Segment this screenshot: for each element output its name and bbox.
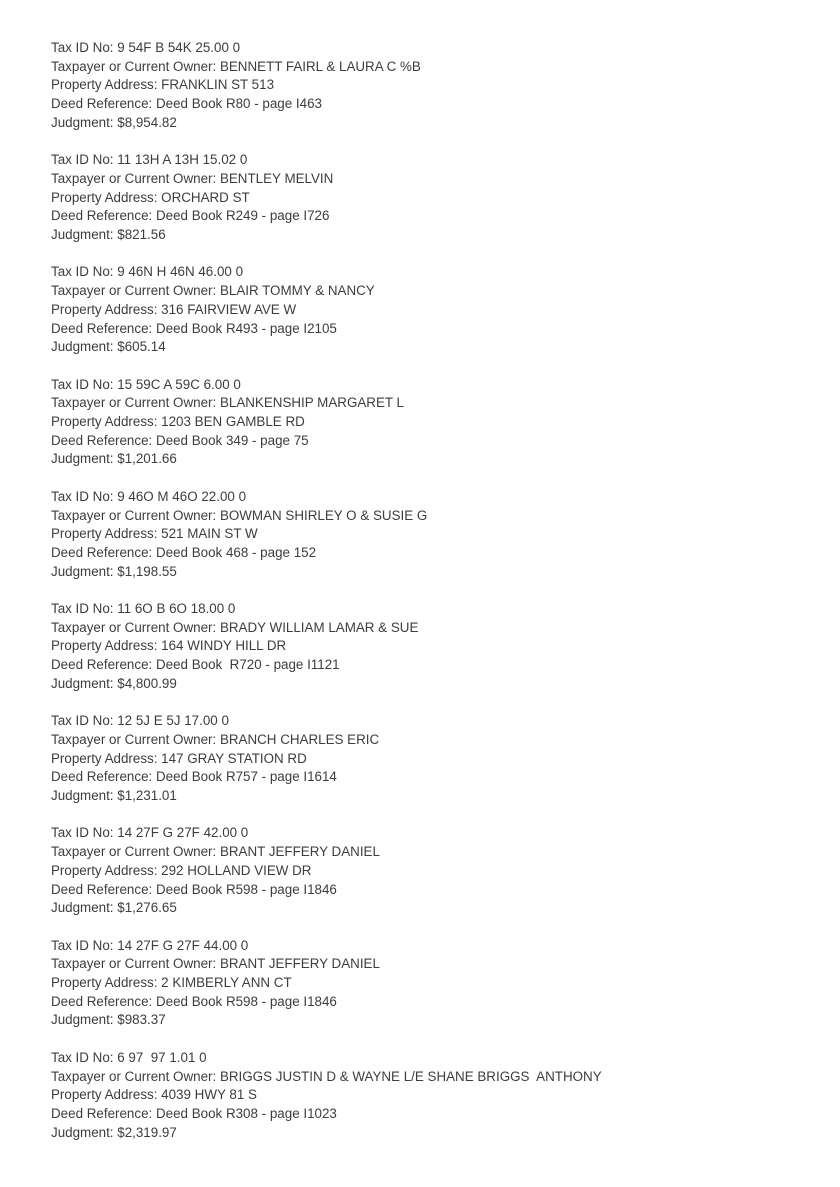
owner-value: BOWMAN SHIRLEY O & SUSIE G: [219, 507, 428, 523]
deed-reference-line: [51, 95, 800, 114]
judgment-value: $1,201.66: [117, 451, 177, 467]
tax-record: [51, 1049, 800, 1143]
judgment-line: [51, 899, 800, 918]
property-address-line: [51, 974, 800, 993]
property-address-value: 1203 BEN GAMBLE RD: [161, 414, 305, 430]
tax-id-value: 6 97 97 1.01 0: [117, 1049, 207, 1065]
owner-label: Taxpayer or Current Owner:: [51, 507, 220, 523]
property-address-line: [51, 413, 800, 432]
judgment-line: [51, 787, 800, 806]
tax-record: [51, 376, 800, 470]
property-address-line: [51, 750, 800, 769]
property-address-line: [51, 525, 800, 544]
owner-value: BRADY WILLIAM LAMAR & SUE: [219, 619, 419, 635]
owner-value: BLANKENSHIP MARGARET L: [219, 395, 404, 411]
owner-label: Taxpayer or Current Owner:: [51, 619, 220, 635]
tax-id-line: [51, 712, 800, 731]
tax-id-line: [51, 824, 800, 843]
tax-id-label: Tax ID No:: [51, 376, 118, 392]
deed-reference-line: [51, 432, 800, 451]
tax-id-label: Tax ID No:: [51, 488, 118, 504]
owner-line: [51, 394, 800, 413]
owner-line: [51, 170, 800, 189]
owner-line: [51, 731, 800, 750]
deed-reference-label: Deed Reference:: [51, 881, 156, 897]
judgment-label: Judgment:: [51, 227, 118, 243]
judgment-line: [51, 226, 800, 245]
deed-reference-value: Deed Book R308 - page I1023: [155, 1105, 337, 1121]
tax-id-value: 9 46N H 46N 46.00 0: [117, 264, 244, 280]
tax-id-value: 9 54F B 54K 25.00 0: [117, 40, 241, 55]
deed-reference-label: Deed Reference:: [51, 320, 156, 336]
deed-reference-label: Deed Reference:: [51, 769, 156, 785]
judgment-value: $821.56: [117, 227, 166, 243]
owner-label: Taxpayer or Current Owner:: [51, 844, 220, 860]
property-address-label: Property Address:: [51, 414, 162, 430]
deed-reference-value: Deed Book R598 - page I1846: [155, 993, 337, 1009]
owner-value: BRIGGS JUSTIN D & WAYNE L/E SHANE BRIGGS ANTHONY: [219, 1068, 602, 1084]
property-address-label: Property Address:: [51, 301, 162, 317]
property-address-line: [51, 301, 800, 320]
owner-value: BLAIR TOMMY & NANCY: [219, 283, 375, 299]
judgment-label: Judgment:: [51, 339, 118, 355]
judgment-value: $2,319.97: [117, 1124, 177, 1140]
property-address-value: 292 HOLLAND VIEW DR: [161, 862, 312, 878]
property-address-label: Property Address:: [51, 526, 162, 542]
deed-reference-value: Deed Book R249 - page I726: [155, 208, 330, 224]
judgment-value: $8,954.82: [117, 114, 177, 130]
deed-reference-label: Deed Reference:: [51, 657, 156, 673]
deed-reference-line: [51, 993, 800, 1012]
judgment-value: $1,276.65: [117, 900, 177, 916]
owner-value: BRANT JEFFERY DANIEL: [219, 844, 380, 860]
owner-label: Taxpayer or Current Owner:: [51, 1068, 220, 1084]
owner-line: [51, 619, 800, 638]
property-address-value: 521 MAIN ST W: [161, 526, 258, 542]
deed-reference-line: [51, 656, 800, 675]
owner-value: BRANT JEFFERY DANIEL: [219, 956, 380, 972]
owner-label: Taxpayer or Current Owner:: [51, 956, 220, 972]
owner-line: [51, 282, 800, 301]
tax-record: [51, 600, 800, 694]
judgment-label: Judgment:: [51, 563, 118, 579]
tax-id-value: 11 13H A 13H 15.02 0: [117, 152, 248, 168]
owner-value: BRANCH CHARLES ERIC: [219, 731, 380, 747]
tax-id-line: [51, 263, 800, 282]
deed-reference-value: Deed Book 349 - page 75: [155, 432, 309, 448]
judgment-value: $1,231.01: [117, 788, 177, 804]
judgment-line: [51, 450, 800, 469]
judgment-value: $4,800.99: [117, 675, 177, 691]
records-list: [51, 39, 800, 1142]
tax-id-label: Tax ID No:: [51, 40, 118, 55]
property-address-label: Property Address:: [51, 1087, 162, 1103]
tax-id-label: Tax ID No:: [51, 264, 118, 280]
deed-reference-label: Deed Reference:: [51, 993, 156, 1009]
deed-reference-value: Deed Book R757 - page I1614: [155, 769, 337, 785]
tax-id-value: 11 6O B 6O 18.00 0: [117, 601, 236, 617]
judgment-line: [51, 338, 800, 357]
property-address-label: Property Address:: [51, 975, 162, 991]
tax-record: [51, 151, 800, 245]
property-address-label: Property Address:: [51, 77, 162, 93]
tax-id-label: Tax ID No:: [51, 825, 118, 841]
tax-id-line: [51, 600, 800, 619]
owner-value: BENNETT FAIRL & LAURA C %B: [219, 58, 421, 74]
property-address-label: Property Address:: [51, 638, 162, 654]
tax-id-line: [51, 376, 800, 395]
tax-record: [51, 488, 800, 582]
judgment-label: Judgment:: [51, 114, 118, 130]
deed-reference-line: [51, 881, 800, 900]
property-address-label: Property Address:: [51, 750, 162, 766]
tax-id-value: 12 5J E 5J 17.00 0: [117, 713, 229, 729]
tax-record: [51, 39, 800, 133]
owner-label: Taxpayer or Current Owner:: [51, 170, 220, 186]
deed-reference-line: [51, 544, 800, 563]
judgment-label: Judgment:: [51, 451, 118, 467]
owner-line: [51, 58, 800, 77]
judgment-line: [51, 1124, 800, 1143]
tax-id-label: Tax ID No:: [51, 937, 118, 953]
tax-id-label: Tax ID No:: [51, 713, 118, 729]
judgment-line: [51, 114, 800, 133]
tax-id-value: 14 27F G 27F 44.00 0: [117, 937, 249, 953]
tax-record: [51, 712, 800, 806]
property-address-line: [51, 862, 800, 881]
owner-label: Taxpayer or Current Owner:: [51, 395, 220, 411]
judgment-label: Judgment:: [51, 900, 118, 916]
property-address-value: 316 FAIRVIEW AVE W: [161, 301, 297, 317]
deed-reference-line: [51, 768, 800, 787]
deed-reference-label: Deed Reference:: [51, 544, 156, 560]
deed-reference-label: Deed Reference:: [51, 1105, 156, 1121]
owner-label: Taxpayer or Current Owner:: [51, 283, 220, 299]
property-address-label: Property Address:: [51, 189, 162, 205]
owner-line: [51, 955, 800, 974]
judgment-line: [51, 675, 800, 694]
tax-id-line: [51, 151, 800, 170]
tax-record: [51, 263, 800, 357]
property-address-value: 2 KIMBERLY ANN CT: [161, 975, 292, 991]
judgment-label: Judgment:: [51, 1012, 118, 1028]
deed-reference-value: Deed Book 468 - page 152: [155, 544, 317, 560]
judgment-value: $605.14: [117, 339, 166, 355]
tax-record: [51, 937, 800, 1031]
property-address-line: [51, 637, 800, 656]
owner-line: [51, 1068, 800, 1087]
judgment-line: [51, 563, 800, 582]
deed-reference-line: [51, 1105, 800, 1124]
property-address-value: ORCHARD ST: [161, 189, 250, 205]
deed-reference-value: Deed Book R493 - page I2105: [155, 320, 337, 336]
deed-reference-value: Deed Book R720 - page I1121: [155, 657, 340, 673]
judgment-label: Judgment:: [51, 788, 118, 804]
tax-id-line: [51, 488, 800, 507]
deed-reference-line: [51, 320, 800, 339]
tax-id-value: 15 59C A 59C 6.00 0: [117, 376, 241, 392]
judgment-label: Judgment:: [51, 1124, 118, 1140]
deed-reference-label: Deed Reference:: [51, 432, 156, 448]
owner-value: BENTLEY MELVIN: [219, 170, 334, 186]
owner-label: Taxpayer or Current Owner:: [51, 731, 220, 747]
property-address-value: 147 GRAY STATION RD: [161, 750, 307, 766]
property-address-value: 4039 HWY 81 S: [161, 1087, 257, 1103]
judgment-value: $983.37: [117, 1012, 166, 1028]
property-address-line: [51, 189, 800, 208]
deed-reference-value: Deed Book R598 - page I1846: [155, 881, 337, 897]
deed-reference-label: Deed Reference:: [51, 208, 156, 224]
tax-record: [51, 824, 800, 918]
tax-id-line: [51, 937, 800, 956]
tax-id-value: 9 46O M 46O 22.00 0: [117, 488, 247, 504]
property-address-value: FRANKLIN ST 513: [161, 77, 275, 93]
property-address-line: [51, 76, 800, 95]
property-address-line: [51, 1086, 800, 1105]
deed-reference-label: Deed Reference:: [51, 96, 156, 112]
deed-reference-line: [51, 207, 800, 226]
tax-id-label: Tax ID No:: [51, 1049, 118, 1065]
tax-id-value: 14 27F G 27F 42.00 0: [117, 825, 249, 841]
tax-id-label: Tax ID No:: [51, 601, 118, 617]
owner-line: [51, 843, 800, 862]
tax-id-label: Tax ID No:: [51, 152, 118, 168]
tax-id-line: [51, 1049, 800, 1068]
judgment-line: [51, 1011, 800, 1030]
owner-line: [51, 507, 800, 526]
tax-id-line: [51, 39, 800, 58]
judgment-label: Judgment:: [51, 675, 118, 691]
property-address-label: Property Address:: [51, 862, 162, 878]
deed-reference-value: Deed Book R80 - page I463: [155, 96, 322, 112]
owner-label: Taxpayer or Current Owner:: [51, 58, 220, 74]
property-address-value: 164 WINDY HILL DR: [161, 638, 287, 654]
judgment-value: $1,198.55: [117, 563, 177, 579]
